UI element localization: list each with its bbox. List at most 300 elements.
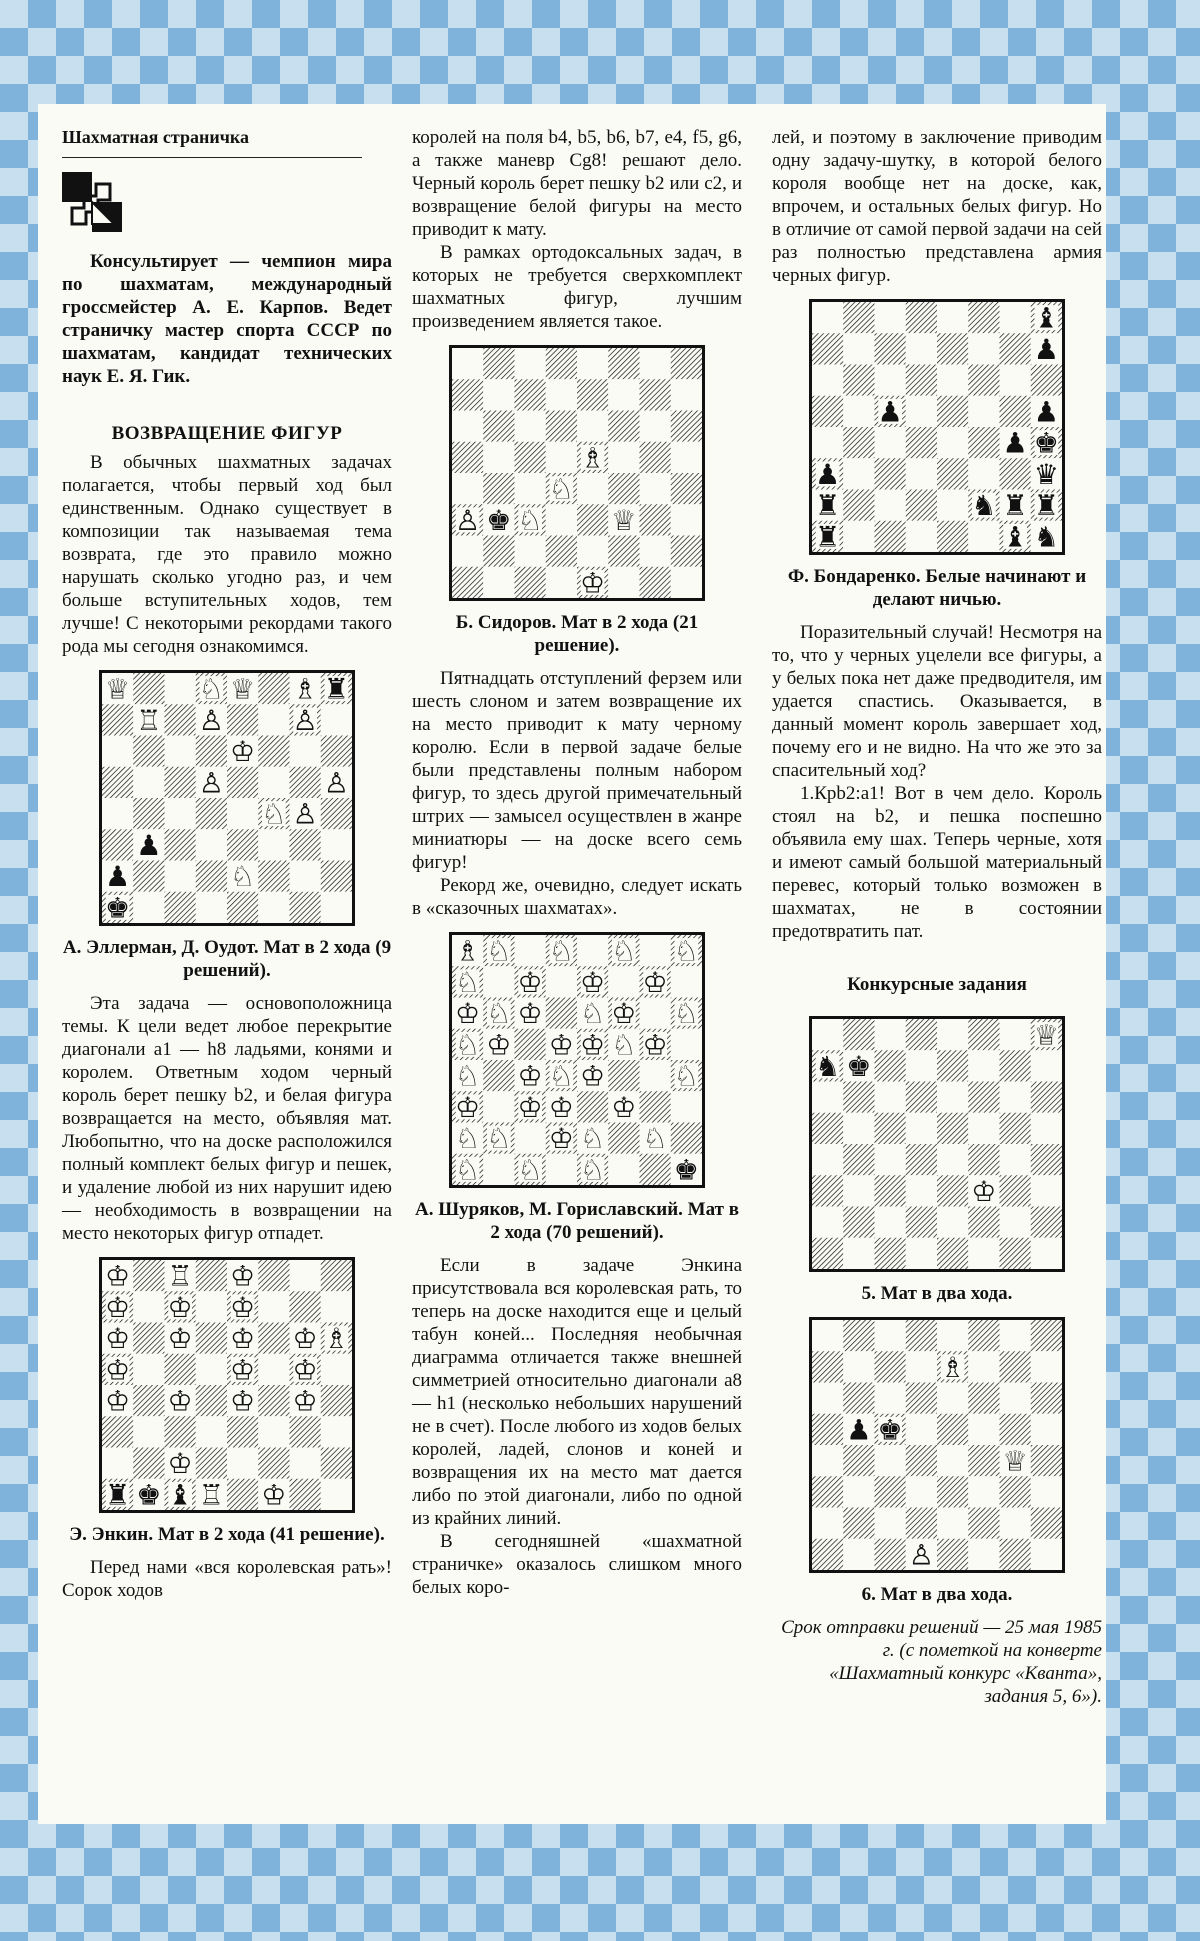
dark-square [843, 1383, 874, 1414]
dark-square [906, 1445, 937, 1476]
light-square [133, 1416, 164, 1447]
light-square [546, 966, 577, 997]
dark-square [515, 379, 546, 410]
light-square [196, 892, 227, 923]
light-square [321, 1291, 352, 1322]
light-square [321, 704, 352, 735]
dark-square [968, 1082, 999, 1113]
white-knight-icon [486, 1122, 511, 1155]
col2-paragraph-2: В рамках ортодоксальных задач, в которых не требуется сверхкомплект шахматных фигур, лучшим произведением является такое. [412, 242, 742, 332]
white-knight-icon [518, 504, 543, 537]
dark-square [812, 396, 843, 427]
dark-square [1000, 333, 1031, 364]
white-king-icon [168, 1291, 193, 1324]
dark-square [875, 1050, 906, 1081]
dark-square [608, 473, 639, 504]
white-knight-icon [455, 1122, 480, 1155]
dark-square [843, 302, 874, 333]
black-bishop-icon [1003, 520, 1028, 552]
light-square [843, 1539, 874, 1570]
white-bishop-icon [580, 441, 605, 474]
col3-paragraph-3: 1.Крb2:a1! Вот в чем дело. Король стоял на b2, и пешка поспешно объявила ему шах. Теперь черные, хотя и имеют самый большой материальный перевес, который только возможен в шахматах, не в состоянии предотвратить пат. [772, 783, 1102, 942]
dark-square [906, 1144, 937, 1175]
light-square [937, 1508, 968, 1539]
light-square [258, 704, 289, 735]
black-queen-icon [1034, 458, 1059, 491]
dark-square [577, 504, 608, 535]
dark-square [102, 704, 133, 735]
light-square [577, 348, 608, 379]
light-square [937, 1383, 968, 1414]
white-king-icon [643, 966, 668, 999]
light-square [258, 829, 289, 860]
dark-square [452, 379, 483, 410]
dark-square [843, 490, 874, 521]
dark-square [843, 1508, 874, 1539]
black-pawn-icon [136, 829, 161, 862]
black-knight-icon [815, 1050, 840, 1083]
white-king-icon [455, 1091, 480, 1124]
black-king-icon [878, 1413, 903, 1446]
light-square [258, 1354, 289, 1385]
black-pawn-icon [1034, 333, 1059, 366]
dark-square [133, 1323, 164, 1354]
dark-square [812, 1476, 843, 1507]
white-king-icon [486, 1028, 511, 1061]
dark-square [483, 348, 514, 379]
light-square [640, 935, 671, 966]
dark-square [515, 567, 546, 598]
dark-square [906, 1508, 937, 1539]
light-square [1031, 1414, 1062, 1445]
light-square [671, 567, 702, 598]
white-bishop-icon [455, 935, 480, 968]
white-bishop-icon [324, 1322, 349, 1355]
light-square [812, 1019, 843, 1050]
dark-square [133, 1448, 164, 1479]
white-knight-icon [549, 1060, 574, 1093]
dark-square [1031, 1508, 1062, 1539]
dark-square [875, 1476, 906, 1507]
white-knight-icon [455, 966, 480, 999]
light-square [843, 1238, 874, 1269]
dark-square [843, 1144, 874, 1175]
light-square [483, 966, 514, 997]
white-bishop-icon [940, 1351, 965, 1384]
light-square [812, 1207, 843, 1238]
diagram-7-caption: 6. Мат в два хода. [861, 1584, 1013, 1605]
dark-square [906, 302, 937, 333]
white-bishop-icon [293, 673, 318, 706]
light-square [546, 1154, 577, 1185]
white-knight-icon [230, 860, 255, 893]
light-square [196, 1354, 227, 1385]
light-square [937, 365, 968, 396]
light-square [875, 1383, 906, 1414]
light-square [546, 442, 577, 473]
light-square [1031, 1351, 1062, 1382]
dark-square [968, 1383, 999, 1414]
light-square [812, 1383, 843, 1414]
col1-paragraph-2: Эта задача — основоположница темы. К цели ведет любое перекрытие диагонали a1 — h8 ладьями, конями и королем. Ответным ходом черный король берет пешку b2, и белая фигура возвращается на место, объявляя мат. Любопытно, что на доске расположился полный комплект белых фигур и пешек, и удаление любой из них нарушит идею — необходимость в возвращении на место некоторых фигур отпадет. [62, 993, 392, 1244]
col1-paragraph-3: Перед нами «вся королевская рать»! Сорок ходов [62, 1557, 392, 1601]
light-square [133, 892, 164, 923]
dark-square [227, 1479, 258, 1510]
light-square [906, 1414, 937, 1445]
white-king-icon [230, 735, 255, 768]
white-king-icon [549, 1122, 574, 1155]
contest-section-title: Конкурсные задания [847, 974, 1027, 995]
dark-square [968, 1508, 999, 1539]
dark-square [968, 1144, 999, 1175]
column-middle [412, 126, 742, 1599]
rubric-title: Шахматная страничка [62, 126, 362, 158]
dark-square [608, 1060, 639, 1091]
dark-square [133, 798, 164, 829]
white-pawn-icon [293, 704, 318, 737]
light-square [102, 1448, 133, 1479]
dark-square [1031, 365, 1062, 396]
dark-square [165, 767, 196, 798]
dark-square [258, 861, 289, 892]
dark-square [875, 333, 906, 364]
dark-square [906, 427, 937, 458]
dark-square [165, 704, 196, 735]
dark-square [968, 427, 999, 458]
white-knight-icon [518, 1153, 543, 1185]
dark-square [515, 1029, 546, 1060]
dark-square [937, 521, 968, 552]
dark-square [1031, 1144, 1062, 1175]
white-king-icon [643, 1028, 668, 1061]
light-square [671, 1091, 702, 1122]
white-king-icon [455, 997, 480, 1030]
dark-square [640, 379, 671, 410]
dark-square [640, 1091, 671, 1122]
dark-square [577, 379, 608, 410]
light-square [937, 490, 968, 521]
dark-square [290, 767, 321, 798]
dark-square [290, 1291, 321, 1322]
white-knight-icon [455, 1028, 480, 1061]
dark-square [1000, 1238, 1031, 1269]
dark-square [937, 1175, 968, 1206]
dark-square [1000, 1351, 1031, 1382]
light-square [1000, 1082, 1031, 1113]
black-king-icon [1034, 427, 1059, 460]
dark-square [196, 1260, 227, 1291]
dark-square [671, 411, 702, 442]
light-square [321, 1479, 352, 1510]
dark-square [812, 1414, 843, 1445]
chess-diagram-1 [99, 670, 355, 926]
light-square [671, 379, 702, 410]
light-square [546, 504, 577, 535]
dark-square [546, 536, 577, 567]
black-pawn-icon [105, 860, 130, 893]
light-square [1031, 1050, 1062, 1081]
light-square [608, 567, 639, 598]
dark-square [196, 1448, 227, 1479]
white-pawn-icon [909, 1538, 934, 1570]
light-square [843, 458, 874, 489]
light-square [906, 1476, 937, 1507]
light-square [640, 1060, 671, 1091]
dark-square [1000, 458, 1031, 489]
light-square [968, 1238, 999, 1269]
black-rook-icon [815, 520, 840, 552]
white-king-icon [293, 1385, 318, 1418]
chess-diagram-6 [809, 1016, 1065, 1272]
dark-square [812, 333, 843, 364]
white-king-icon [230, 1291, 255, 1324]
black-pawn-icon [815, 458, 840, 491]
white-pawn-icon [199, 766, 224, 799]
dark-square [937, 458, 968, 489]
dark-square [258, 1385, 289, 1416]
dark-square [165, 829, 196, 860]
light-square [608, 1154, 639, 1185]
light-square [968, 1050, 999, 1081]
white-queen-icon [1034, 1019, 1059, 1052]
light-square [937, 1207, 968, 1238]
dark-square [812, 1539, 843, 1570]
white-king-icon [518, 966, 543, 999]
light-square [875, 1082, 906, 1113]
light-square [906, 333, 937, 364]
dark-square [906, 1207, 937, 1238]
light-square [515, 348, 546, 379]
black-king-icon [674, 1153, 699, 1185]
dark-square [875, 458, 906, 489]
white-king-icon [580, 966, 605, 999]
light-square [258, 892, 289, 923]
dark-square [875, 1175, 906, 1206]
light-square [1031, 1476, 1062, 1507]
light-square [102, 736, 133, 767]
col2-paragraph-5: Если в задаче Энкина присутствовала вся королевская рать, то теперь на доске находится еще и целый табун коней... Последняя необычная диаграмма отличается также внешней симметрией относительно диагонали a8 — h1 (несколько небольших нарушений не в счет). После любого из ходов белых королей, ладей, слонов и коней и возвращения их на место мат дается либо по этой диагонали, либо по одной из крайних линий. [412, 1255, 742, 1529]
light-square [258, 1291, 289, 1322]
white-pawn-icon [199, 704, 224, 737]
light-square [968, 333, 999, 364]
black-king-icon [486, 504, 511, 537]
light-square [1031, 1238, 1062, 1269]
dark-square [290, 829, 321, 860]
light-square [577, 411, 608, 442]
white-king-icon [580, 1028, 605, 1061]
chess-diagram-4 [449, 932, 705, 1188]
light-square [1000, 302, 1031, 333]
light-square [258, 767, 289, 798]
black-pawn-icon [878, 395, 903, 428]
white-king-icon [261, 1478, 286, 1510]
dark-square [671, 473, 702, 504]
light-square [608, 966, 639, 997]
white-knight-icon [674, 1060, 699, 1093]
light-square [968, 1414, 999, 1445]
col2-paragraph-6: В сегодняшней «шахматной страничке» оказалось слишком много белых коро- [412, 1531, 742, 1598]
light-square [968, 521, 999, 552]
light-square [1031, 1539, 1062, 1570]
dark-square [608, 348, 639, 379]
dark-square [812, 1238, 843, 1269]
white-pawn-icon [455, 504, 480, 537]
chess-diagram-3 [449, 345, 705, 601]
dark-square [812, 1175, 843, 1206]
white-king-icon [971, 1175, 996, 1208]
light-square [875, 1508, 906, 1539]
light-square [812, 1445, 843, 1476]
light-square [875, 1019, 906, 1050]
light-square [640, 411, 671, 442]
light-square [1000, 1144, 1031, 1175]
column-right [772, 126, 1102, 1708]
light-square [812, 427, 843, 458]
black-king-icon [105, 891, 130, 923]
dark-square [1000, 396, 1031, 427]
light-square [906, 1238, 937, 1269]
dark-square [875, 1539, 906, 1570]
white-king-icon [168, 1447, 193, 1480]
light-square [968, 458, 999, 489]
dark-square [671, 348, 702, 379]
light-square [483, 379, 514, 410]
white-queen-icon [230, 673, 255, 706]
dark-square [321, 1260, 352, 1291]
white-queen-icon [105, 673, 130, 706]
light-square [937, 1445, 968, 1476]
light-square [577, 935, 608, 966]
light-square [812, 1082, 843, 1113]
light-square [321, 829, 352, 860]
light-square [968, 1539, 999, 1570]
black-knight-icon [971, 489, 996, 522]
light-square [196, 1416, 227, 1447]
light-square [875, 302, 906, 333]
dark-square [1000, 1476, 1031, 1507]
white-queen-icon [611, 504, 636, 537]
light-square [321, 1354, 352, 1385]
light-square [968, 1476, 999, 1507]
black-pawn-icon [1003, 427, 1028, 460]
dark-square [906, 1383, 937, 1414]
dark-square [196, 736, 227, 767]
dark-square [515, 442, 546, 473]
light-square [1031, 1113, 1062, 1144]
dark-square [843, 427, 874, 458]
white-pawn-icon [324, 766, 349, 799]
dark-square [258, 673, 289, 704]
light-square [165, 673, 196, 704]
light-square [875, 427, 906, 458]
white-rook-icon [168, 1260, 193, 1293]
white-knight-icon [580, 997, 605, 1030]
light-square [165, 736, 196, 767]
chess-diagram-2 [99, 1257, 355, 1513]
light-square [906, 1113, 937, 1144]
light-square [875, 490, 906, 521]
dark-square [102, 767, 133, 798]
dark-square [937, 1238, 968, 1269]
dark-square [321, 861, 352, 892]
dark-square [290, 1479, 321, 1510]
white-king-icon [611, 1091, 636, 1124]
white-knight-icon [611, 935, 636, 968]
light-square [968, 396, 999, 427]
light-square [640, 473, 671, 504]
col3-paragraph-1: лей, и поэтому в заключение приводим одну задачу-шутку, в которой белого короля вообще нет на доске, как, впрочем, и остальных белых фигур. Но в отличие от самой первой задачи на сей раз полностью представлена армия черных фигур. [772, 127, 1102, 286]
dark-square [968, 1207, 999, 1238]
light-square [812, 1508, 843, 1539]
dark-square [227, 1416, 258, 1447]
white-king-icon [105, 1322, 130, 1355]
dark-square [671, 1123, 702, 1154]
dark-square [937, 1113, 968, 1144]
dark-square [968, 365, 999, 396]
light-square [906, 458, 937, 489]
light-square [875, 1445, 906, 1476]
white-king-icon [611, 997, 636, 1030]
diagram-4-caption: А. Шуряков, М. Гориславский. Мат в 2 хода (70 решений). [415, 1199, 739, 1243]
light-square [483, 1154, 514, 1185]
light-square [196, 829, 227, 860]
dark-square [165, 1354, 196, 1385]
dark-square [452, 442, 483, 473]
light-square [906, 1050, 937, 1081]
light-square [608, 379, 639, 410]
light-square [165, 861, 196, 892]
white-pawn-icon [293, 798, 318, 831]
white-king-icon [580, 1060, 605, 1093]
dark-square [483, 473, 514, 504]
dark-square [640, 1154, 671, 1185]
dark-square [875, 1351, 906, 1382]
dark-square [968, 302, 999, 333]
light-square [196, 1291, 227, 1322]
white-king-icon [518, 1060, 543, 1093]
white-knight-icon [455, 1060, 480, 1093]
light-square [968, 1351, 999, 1382]
dark-square [258, 1448, 289, 1479]
light-square [165, 798, 196, 829]
white-queen-icon [1003, 1445, 1028, 1478]
white-knight-icon [674, 935, 699, 968]
white-rook-icon [199, 1478, 224, 1510]
diagram-1-caption: А. Эллерман, Д. Оудот. Мат в 2 хода (9 решений). [62, 937, 392, 981]
light-square [227, 798, 258, 829]
white-rook-icon [136, 704, 161, 737]
dark-square [843, 1082, 874, 1113]
light-square [452, 473, 483, 504]
dark-square [640, 442, 671, 473]
light-square [452, 348, 483, 379]
light-square [483, 1091, 514, 1122]
dark-square [258, 1323, 289, 1354]
dark-square [608, 1123, 639, 1154]
light-square [577, 536, 608, 567]
dark-square [843, 1207, 874, 1238]
light-square [1000, 1383, 1031, 1414]
dark-square [133, 861, 164, 892]
light-square [968, 1113, 999, 1144]
black-bishop-icon [168, 1478, 193, 1510]
light-square [812, 1320, 843, 1351]
white-king-icon [293, 1353, 318, 1386]
dark-square [290, 1416, 321, 1447]
dark-square [133, 673, 164, 704]
black-rook-icon [1003, 489, 1028, 522]
white-king-icon [230, 1353, 255, 1386]
